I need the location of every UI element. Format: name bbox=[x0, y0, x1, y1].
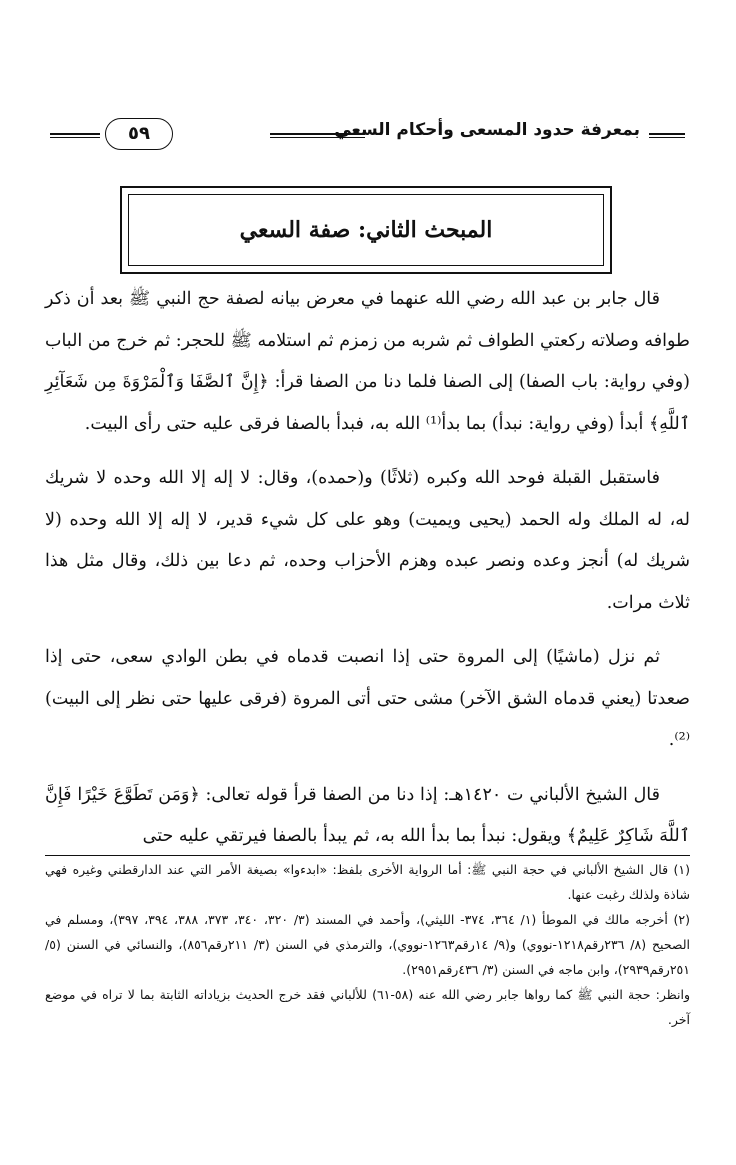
footnote-3: وانظر: حجة النبي ﷺ كما رواها جابر رضي الله عنه (٥٨-٦١) للألباني فقد خرج الحديث بزياداته الثابتة بما لا تراه في موضع آخر. bbox=[45, 987, 690, 1027]
header-rule-right bbox=[649, 133, 685, 138]
header-rule-middle bbox=[270, 133, 365, 138]
running-header-title: بمعرفة حدود المسعى وأحكام السعي bbox=[334, 120, 640, 140]
footnote-separator bbox=[45, 855, 690, 856]
footnote-2: (٢) أخرجه مالك في الموطأ (١/ ٣٦٤، ٣٧٤- الليثي)، وأحمد في المسند (٣/ ٣٢٠، ٣٤٠، ٣٧٣، ٣٨٨، ٣٩٤، ٣٩٧)، ومسلم في الصحيح (٨/ ٢٣٦رقم١٢١٨-نووي) و(٩/ ١٤رقم١٢٦٣-نووي)، والترمذي في السنن (٣/ ٢١١رقم٨٥٦)، والنسائي في السنن (٥/ ٢٥١رقم٢٩٣٩)، وابن ماجه في السنن (٣/ ٤٣٦رقم٢٩٥١). bbox=[45, 912, 691, 977]
paragraph-2: فاستقبل القبلة فوحد الله وكبره (ثلاثًا) و(حمده)، وقال: لا إله إلا الله وحده لا شريك له، له الملك وله الحمد (يحيى ويميت) وهو على كل شيء قدير، لا إله إلا الله وحده (لا شريك له) أنجز وعده ونصر عبده وهزم الأحزاب وحده، ثم دعا بين ذلك، وقال مثل هذا ثلاث مرات. bbox=[45, 468, 690, 613]
footnotes bbox=[45, 857, 690, 1032]
page-number: ٥٩ bbox=[105, 118, 173, 150]
paragraph-3: ثم نزل (ماشيًا) إلى المروة حتى إذا انصبت قدماه في بطن الوادي سعى، حتى إذا صعدتا (يعني قدماه الشق الآخر) مشى حتى أتى المروة (فرقى عليها حتى نظر إلى البيت)⁽²⁾. bbox=[45, 647, 690, 750]
section-title-inner-frame bbox=[128, 194, 604, 266]
section-title-frame bbox=[120, 186, 612, 274]
header-rule-left bbox=[50, 133, 100, 138]
running-header bbox=[50, 118, 685, 154]
paragraph-1: قال جابر بن عبد الله رضي الله عنهما في معرض بيانه لصفة حج النبي ﷺ بعد أن ذكر طوافه وصلاته ركعتي الطواف ثم شربه من زمزم ثم استلامه ﷺ للحجر: ثم خرج من الباب (وفي رواية: باب الصفا) إلى الصفا فلما دنا من الصفا قرأ: ﴿إِنَّ ٱلصَّفَا وَٱلْمَرْوَةَ مِن شَعَآئِرِ ٱللَّهِ﴾ أبدأ (وفي رواية: نبدأ) بما بدأ⁽¹⁾ الله به، فبدأ بالصفا فرقى عليه حتى رأى البيت. bbox=[45, 289, 690, 434]
section-title: المبحث الثاني: صفة السعي bbox=[239, 217, 493, 243]
body-text bbox=[45, 279, 690, 871]
paragraph-4: قال الشيخ الألباني ت ١٤٢٠هـ: إذا دنا من الصفا قرأ قوله تعالى: ﴿وَمَن تَطَوَّعَ خَيْرًا فَإِنَّ ٱللَّهَ شَاكِرٌ عَلِيمٌ﴾ ويقول: نبدأ بما بدأ الله به، ثم يبدأ بالصفا فيرتقي عليه حتى bbox=[45, 784, 690, 846]
footnote-1: (١) قال الشيخ الألباني في حجة النبي ﷺ: أما الرواية الأخرى بلفظ: «ابدءوا» بصيغة الأمر التي عند الدارقطني وغيره فهي شاذة ولذلك رغبت عنها. bbox=[45, 862, 690, 902]
